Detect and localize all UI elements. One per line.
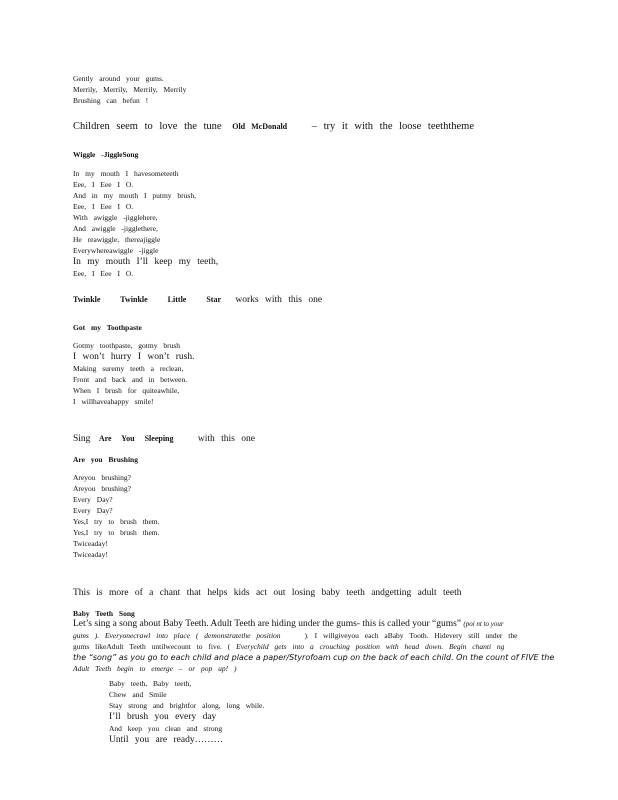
song-got-my-toothpaste [73, 340, 578, 407]
intro-line: Brushing can befun ! [73, 96, 149, 105]
song-line: And keep you clean and strong [109, 724, 223, 733]
song-line: Yes,I try to brush them. [73, 517, 160, 526]
song-line: And awiggle -jigglethere, [73, 224, 158, 233]
instruction-text: gums likeAdult Teeth untilwecount to five. ( [73, 642, 231, 651]
song-line: I willhaveahappy smile! [73, 397, 154, 406]
song-line: Every Day? [73, 506, 113, 515]
song-line: Eee, I Eee I O. [73, 202, 134, 211]
song-line: Yes,I try to brush them. [73, 528, 160, 537]
instruction-line: Adult Teeth begin to emerge – or pop up! ) [73, 664, 237, 673]
section-text: Children seem to love the tune [73, 121, 222, 132]
instruction-line [73, 619, 578, 630]
tune-name: Are You Sleeping [98, 434, 174, 443]
song-line: Twiceaday! [73, 539, 108, 548]
instruction-line [73, 630, 578, 641]
song-line: I’ll brush you every day [109, 712, 217, 722]
section-intro-old-mcdonald [73, 120, 578, 134]
instruction-aside: (poi nt to your [463, 620, 504, 628]
song-line: Eee, I Eee I O. [73, 180, 134, 189]
song-are-you-brushing [73, 472, 578, 560]
intro-verse [73, 73, 578, 106]
song-title-wiggle-jiggle: Wiggle -JiggleSong [73, 150, 139, 159]
song-line: Twiceaday! [73, 550, 108, 559]
song-line: He reawiggle, thereajiggle [73, 235, 161, 244]
song-line: With awiggle -jigglehere, [73, 213, 158, 222]
song-title-baby-teeth: Baby Teeth Song [73, 609, 135, 618]
song-baby-teeth [73, 678, 578, 746]
song-line: Eee, I Eee I O. [73, 269, 134, 278]
song-wiggle-jiggle [73, 168, 578, 279]
section-intro-chant: This is more of a chant that helps kids act out losing baby teeth andgetting adult teeth [73, 588, 462, 598]
song-line: Every Day? [73, 495, 113, 504]
instruction-aside: demonstratethe position [204, 631, 281, 640]
song-line: When I brush for quiteawhile, [73, 386, 180, 395]
instruction-text: gums ). Everyonecrawl into place ( [73, 631, 199, 640]
instruction-text: Let’s sing a song about Baby Teeth. Adult Teeth are hiding under the gums- this is called your “gums” [73, 619, 462, 629]
song-line: Until you are ready……… [109, 735, 224, 745]
section-text: works with this one [235, 295, 323, 305]
tune-name: Old McDonald [232, 122, 288, 131]
song-line: Stay strong and brightfor along, long while. [109, 701, 265, 710]
song-title-got-my-toothpaste: Got my Toothpaste [73, 323, 142, 332]
baby-teeth-instructions [73, 619, 578, 674]
song-line: Areyou brushing? [73, 484, 131, 493]
song-line: I won’t hurry I won’t rush. [73, 352, 195, 362]
song-line: In my mouth I havesometeeth [73, 169, 179, 178]
section-text: with this one [197, 434, 255, 444]
section-intro-are-you-sleeping [73, 433, 578, 445]
song-line: Making suremy teeth a reclean, [73, 364, 184, 373]
song-line: Gotmy toothpaste, gotmy brush [73, 341, 180, 350]
song-line: Baby teeth, Baby teeth, [109, 679, 192, 688]
song-line: And in my mouth I putmy brush, [73, 191, 196, 200]
song-line: Chew and Smile [109, 690, 167, 699]
section-intro-twinkle [73, 294, 578, 306]
song-line: In my mouth I’ll keep my teeth, [73, 257, 219, 267]
song-line: Front and back and in between. [73, 375, 188, 384]
section-text: – try it with the loose teeththeme [311, 121, 474, 132]
song-line: Everywhereawiggle -jiggle [73, 246, 159, 255]
intro-line: Gently around your gums. [73, 74, 164, 83]
section-text: Sing [73, 434, 91, 444]
instruction-line [73, 641, 578, 652]
instruction-line: the “song” as you go to each child and place a paper/Styrofoam cup on the back of each child. On the count of FIVE the [73, 653, 555, 662]
instruction-aside: Everychild gets into a crouching position with head down. Begin chanti ng [236, 642, 505, 651]
intro-line: Merrily, Merrily, Merrily, Merrily [73, 85, 187, 94]
tune-name: Twinkle Twinkle Little Star [73, 295, 222, 304]
instruction-text: ). I willgiveyou each aBaby Tooth. Hidevery still under the [304, 631, 518, 640]
song-line: Areyou brushing? [73, 473, 131, 482]
song-title-are-you-brushing: Are you Brushing [73, 455, 138, 464]
